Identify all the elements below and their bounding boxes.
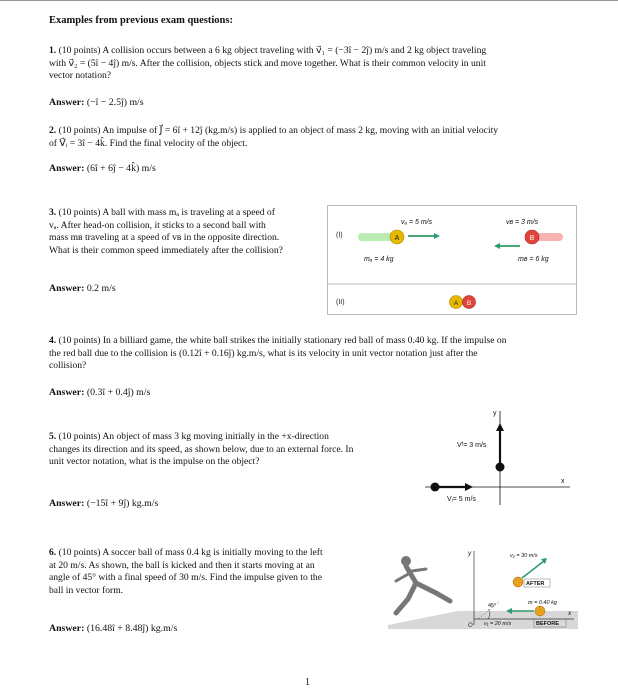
page-heading: Examples from previous exam questions: [49,15,233,26]
q5-number: 5. [49,431,57,442]
soccer-player-icon [396,556,450,613]
vi-label: Vᵢ= 5 m/s [447,496,476,503]
q5-x-label: x [561,478,565,485]
q6-answer [49,623,177,634]
vf-arrowhead [496,423,504,431]
q2-answer [49,163,156,174]
question-2 [49,125,579,150]
ball-a-arrowhead [434,233,440,239]
q1-line-2: with v⃗₂ = (5î − 4ĵ) m/s. After the collision, objects stick and move together. What is their common velocity in unit [49,57,486,69]
q6-line-3: angle of 45° with a final speed of 30 m/s. Find the impulse given to the [49,572,322,583]
q3-line-2: vₐ. After head-on collision, it sticks to a second ball with [49,219,266,231]
v2-arrow [522,561,544,578]
ball-b-arrowhead [494,243,500,249]
question-1 [49,45,579,83]
page-number: 1 [305,677,310,688]
q5-object-initial [431,483,440,492]
joined-ball-a-label: A [453,300,459,307]
q6-line-2: at 20 m/s. As shown, the ball is kicked and then it starts moving at an [49,559,315,571]
vi-arrowhead [465,483,473,491]
v2-label: v₂ = 30 m/s [510,553,538,559]
angle-label: 45° [488,603,497,609]
q5-line-3: unit vector notation, what is the impulse on the object? [49,456,260,467]
q5-y-label: y [493,410,497,417]
q1-answer-value: (−î − 2.5ĵ) m/s [86,97,144,108]
q3-answer-value: 0.2 m/s [86,283,116,294]
q3-panel-2-label: (II) [336,299,345,306]
q5-answer [49,498,158,509]
after-label: AFTER [526,581,545,587]
q3-figure-svg [328,206,576,314]
q4-line-1: (10 points) In a billiard game, the white ball strikes the initially stationary red ball of mass 0.40 kg. If the impulse on [58,335,507,346]
ball-a-label: A [394,235,400,242]
q5-object-final [496,463,505,472]
q4-line-3: collision? [49,360,87,371]
q1-answer-label: Answer: [49,97,85,108]
q5-answer-value: (−15î + 9ĵ) kg.m/s [86,498,159,509]
q4-answer-label: Answer: [49,387,85,398]
va-label: vₐ = 5 m/s [401,219,433,226]
q1-line-3: vector notation? [49,70,112,81]
v1-label: v₁ = 20 m/s [484,621,512,627]
q5-line-2: changes its direction and its speed, as shown below, due to an external force. In [49,443,354,455]
ball-b-label: B [529,235,535,242]
vf-label: Vᶠ= 3 m/s [457,442,487,449]
q3-line-1: (10 points) A ball with mass mₐ is traveling at a speed of [58,207,275,218]
q4-line-2: the red ball due to the collision is (0.12î + 0.16ĵ) kg.m/s, what is its velocity in unit vector notation just after the [49,347,478,359]
q2-answer-label: Answer: [49,163,85,174]
vb-label: vʙ = 3 m/s [506,219,539,226]
q2-line-2: of V⃗ᵢ = 3î − 4k̂. Find the final velocity of the object. [49,137,248,149]
q5-answer-label: Answer: [49,498,85,509]
q6-answer-label: Answer: [49,623,85,634]
question-6 [49,547,379,597]
q6-origin-label: O [468,623,473,629]
q4-number: 4. [49,335,57,346]
q1-number: 1. [49,45,57,56]
ma-label: mₐ = 4 kg [364,256,394,263]
q2-answer-value: (6î + 6ĵ − 4k̂) m/s [86,163,156,174]
ball-before [535,606,545,616]
q2-number: 2. [49,125,57,136]
q4-answer-value: (0.3î + 0.4ĵ) m/s [86,387,151,398]
q5-line-1: (10 points) An object of mass 3 kg moving initially in the +x-direction [58,431,329,442]
q3-number: 3. [49,207,57,218]
q1-line-1: (10 points) A collision occurs between a 6 kg object traveling with v⃗₁ = (−3î − 2ĵ) m/s and 2 kg object traveling [58,45,487,56]
question-5 [49,431,409,469]
q3-answer-label: Answer: [49,283,85,294]
q3-panel-1-label: (I) [336,232,343,239]
ball-after [513,577,523,587]
q6-answer-value: (16.48î + 8.48ĵ) kg.m/s [86,623,178,634]
q6-line-4: ball in vector form. [49,584,124,596]
mb-label: mʙ = 6 kg [518,256,549,263]
q4-answer [49,387,150,398]
q6-x-label: x [568,610,572,617]
q1-answer [49,97,144,108]
q6-number: 6. [49,547,57,558]
q3-line-4: What is their common speed immediately after the collision? [49,244,283,256]
question-3 [49,207,324,257]
q3-answer [49,283,116,294]
q3-figure [327,205,577,315]
q6-y-label: y [468,550,472,557]
question-4 [49,335,579,373]
q6-line-1: (10 points) A soccer ball of mass 0.4 kg is initially moving to the left [58,547,323,558]
q5-figure [405,403,575,511]
before-label: BEFORE [536,621,559,627]
q6-figure [388,541,578,633]
q2-line-1: (10 points) An impulse of J⃗ = 6î + 12ĵ (kg.m/s) is applied to an object of mass 2 kg, moving with an initial velocity [58,125,499,136]
joined-ball-b-label: B [466,300,472,307]
mass-label: m = 0.40 kg [528,600,557,606]
q3-line-3: mass mʙ traveling at a speed of vʙ in the opposite direction. [49,232,280,243]
